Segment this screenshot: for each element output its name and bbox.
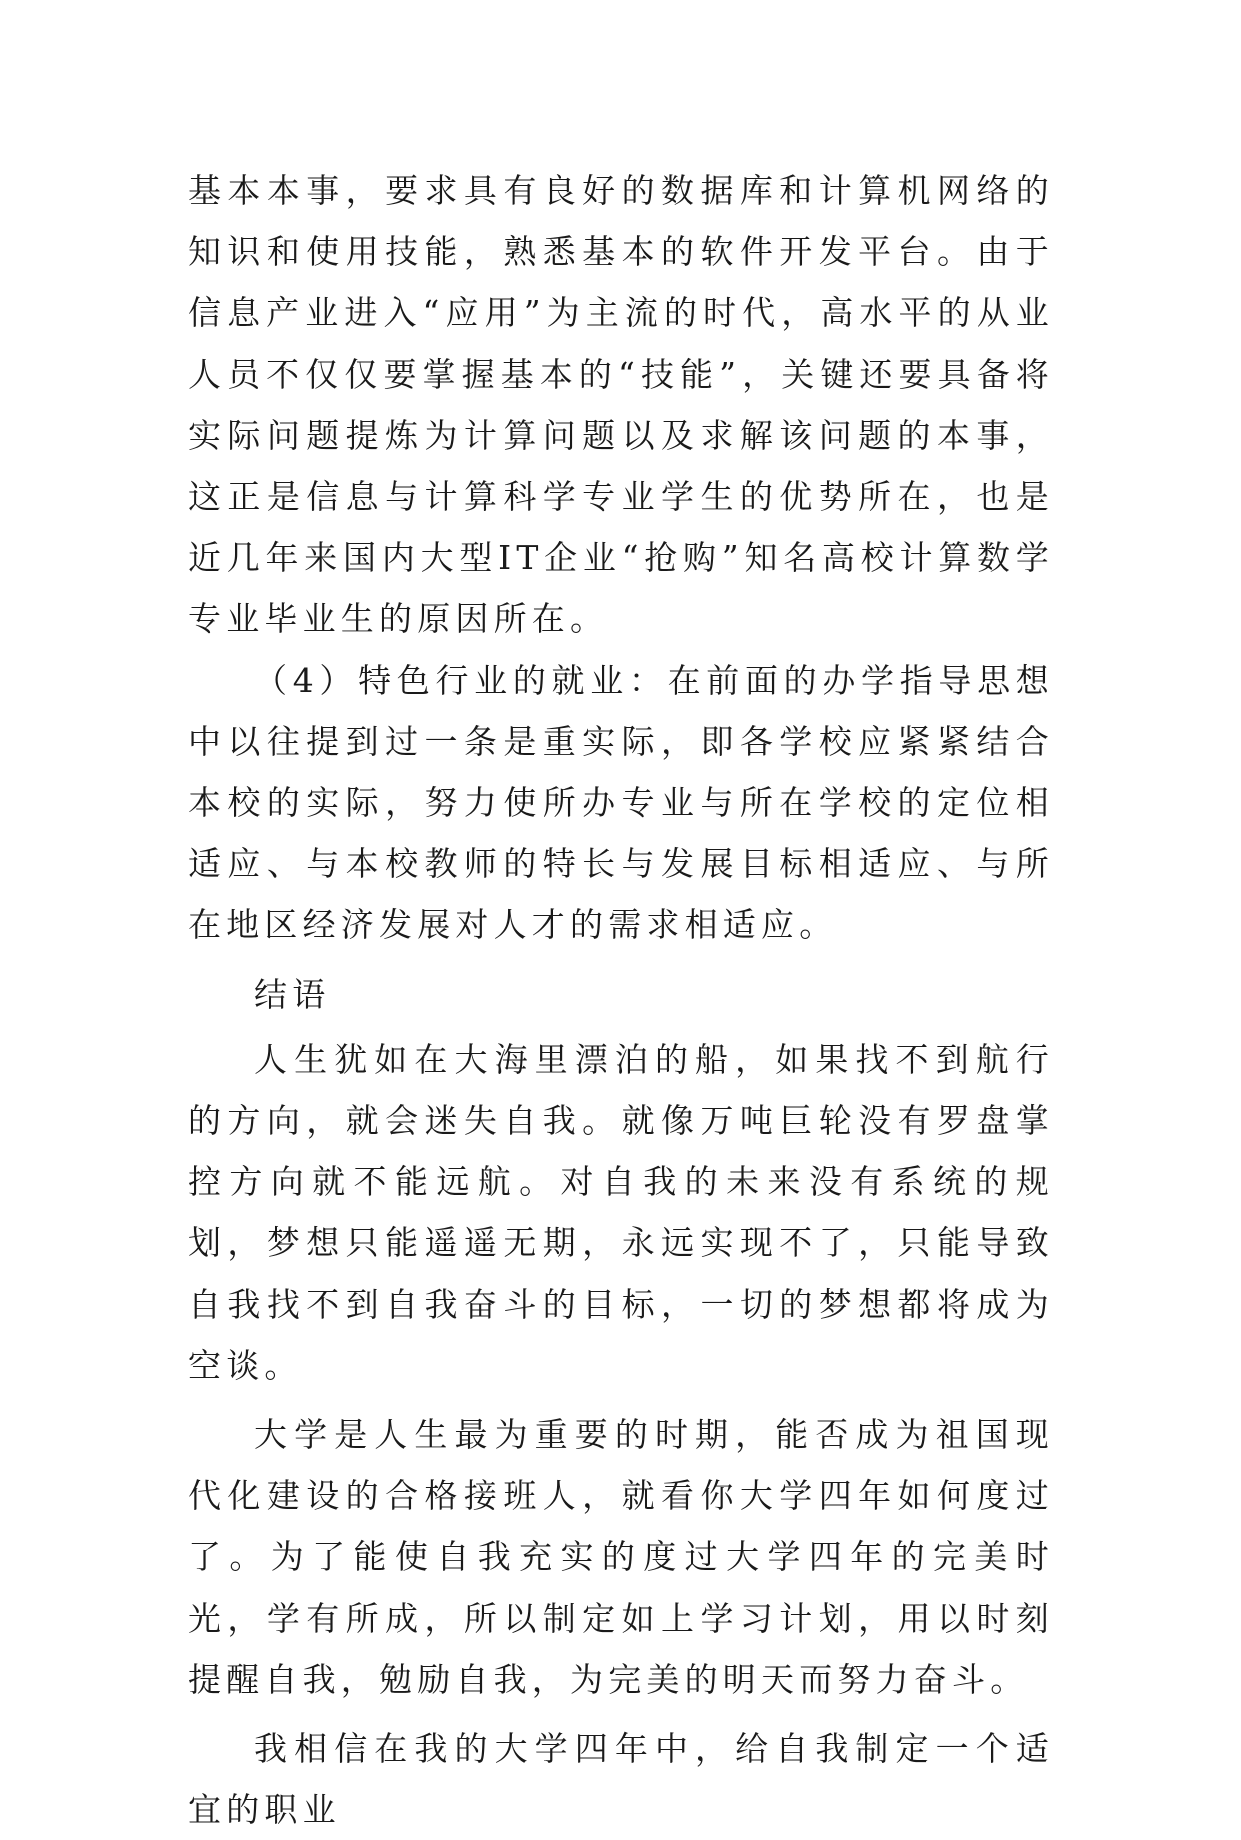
- section-heading-conclusion: 结语: [254, 974, 331, 1014]
- paragraph-continued: 基本本事，要求具有良好的数据库和计算机网络的知识和使用技能，熟悉基本的软件开发平台。由于信息产业进入“应用”为主流的时代，高水平的从业人员不仅仅要掌握基本的“技能”，关键还要具备将实际问题提炼为计算问题以及求解该问题的本事，这正是信息与计算科学专业学生的优势所在，也是近几年来国内大型IT企业“抢购”知名高校计算数学专业毕业生的原因所在。: [188, 171, 1054, 639]
- paragraph-belief: 我相信在我的大学四年中，给自我制定一个适宜的职业: [188, 1729, 1054, 1830]
- document-body: [188, 160, 1054, 1840]
- paragraph-special-industry: （4）特色行业的就业：在前面的办学指导思想中以往提到过一条是重实际，即各学校应紧紧结合本校的实际，努力使所办专业与所在学校的定位相适应、与本校教师的特长与发展目标相适应、与所在地区经济发展对人才的需求相适应。: [188, 660, 1054, 945]
- paragraph-life-ship: 人生犹如在大海里漂泊的船，如果找不到航行的方向，就会迷失自我。就像万吨巨轮没有罗盘掌控方向就不能远航。对自我的未来没有系统的规划，梦想只能遥遥无期，永远实现不了，只能导致自我找不到自我奋斗的目标，一切的梦想都将成为空谈。: [188, 1039, 1054, 1385]
- paragraph-university-period: 大学是人生最为重要的时期，能否成为祖国现代化建设的合格接班人，就看你大学四年如何度过了。为了能使自我充实的度过大学四年的完美时光，学有所成，所以制定如上学习计划，用以时刻提醒自我，勉励自我，为完美的明天而努力奋斗。: [188, 1415, 1054, 1699]
